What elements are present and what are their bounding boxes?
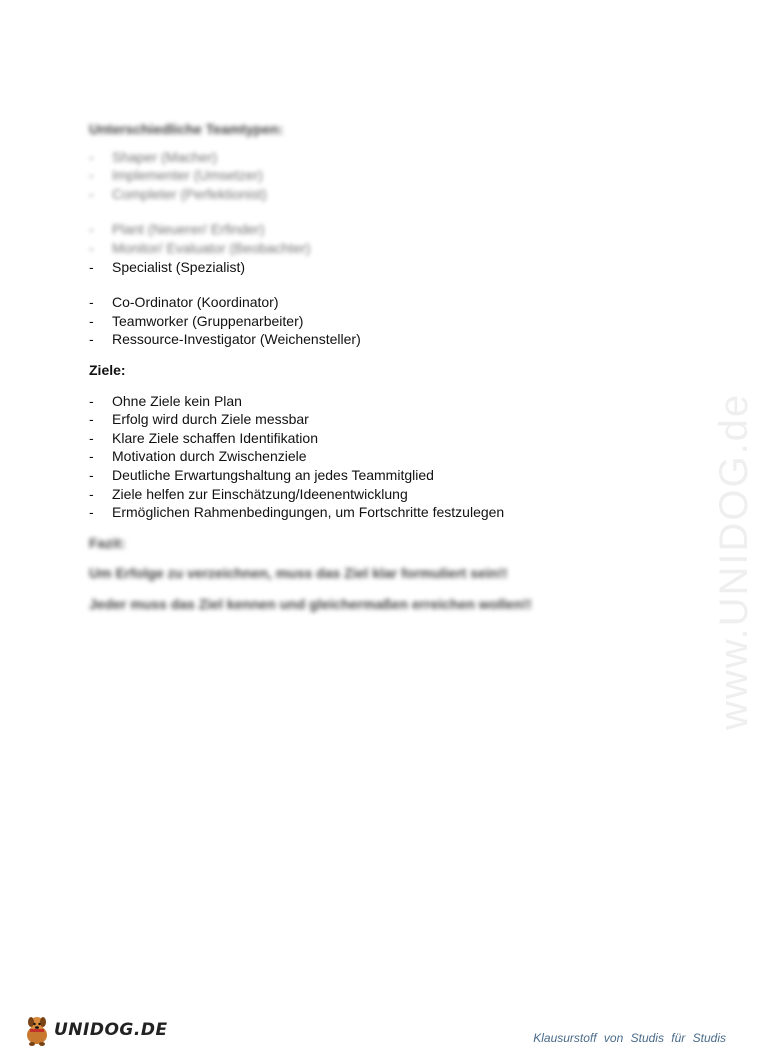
- list-item: - Erfolg wird durch Ziele messbar: [89, 411, 309, 428]
- list-item: - Co-Ordinator (Koordinator): [89, 294, 279, 311]
- list-item: - Implementer (Umsetzer): [89, 167, 263, 184]
- list-item: - Ziele helfen zur Einschätzung/Ideenentwicklung: [89, 485, 408, 502]
- teamtypes-heading: Unterschiedliche Teamtypen:: [89, 121, 284, 137]
- teamtypes-group-1: [89, 148, 649, 204]
- list-item: - Specialist (Spezialist): [89, 258, 246, 275]
- fazit-section: [89, 534, 649, 614]
- logo-text: UNIDOG.DE: [54, 1020, 168, 1040]
- list-item: - Plant (Neuerer/ Erfinder): [89, 221, 265, 238]
- list-item: - Motivation durch Zwischenziele: [89, 448, 307, 465]
- watermark: www.UNIDOG.de: [712, 392, 756, 730]
- list-item: - Ressource-Investigator (Weichensteller): [89, 331, 361, 348]
- unidog-logo: [22, 1012, 168, 1048]
- list-item: - Monitor/ Evaluator (Beobachter): [89, 239, 311, 256]
- list-item: - Teamworker (Gruppenarbeiter): [89, 312, 304, 329]
- teamtypes-group-2: [89, 220, 649, 276]
- list-item: - Ohne Ziele kein Plan: [89, 392, 242, 409]
- document-content: [89, 120, 649, 625]
- dog-icon: [22, 1013, 52, 1047]
- fazit-line-2: Jeder muss das Ziel kennen und gleichermaßen erreichen wollen!!: [89, 595, 532, 612]
- list-item: - Deutliche Erwartungshaltung an jedes Teammitglied: [89, 466, 434, 483]
- list-item: - Klare Ziele schaffen Identifikation: [89, 429, 318, 446]
- ziele-list: [89, 392, 649, 522]
- footer-tagline: Klausurstoff von Studis für Studis: [533, 1031, 726, 1045]
- fazit-heading: Fazit:: [89, 534, 126, 551]
- list-item: - Completer (Perfektionist): [89, 185, 267, 202]
- ziele-heading: Ziele:: [89, 361, 126, 378]
- teamtypes-group-3: [89, 293, 649, 349]
- list-item: - Shaper (Macher): [89, 148, 218, 165]
- fazit-line-1: Um Erfolge zu verzeichnen, muss das Ziel klar formuliert sein!!: [89, 565, 508, 582]
- list-item: - Ermöglichen Rahmenbedingungen, um Fortschritte festzulegen: [89, 504, 505, 521]
